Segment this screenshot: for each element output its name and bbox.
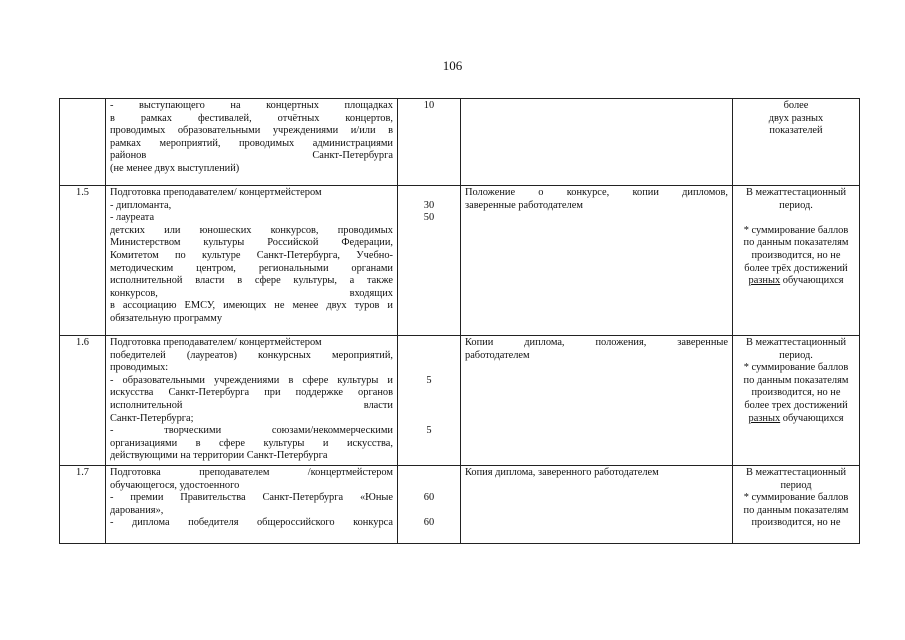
criterion-line: - диплома победителя общероссийского конкурса <box>110 517 393 529</box>
points-value <box>402 505 456 518</box>
confirming-documents <box>461 99 733 186</box>
note-cell <box>733 186 860 336</box>
row-number: 1.5 <box>60 186 106 336</box>
criterion-line: организациями в сфере культуры и искусства, <box>110 437 393 449</box>
criterion-line: Подготовка преподавателем/ концертмейстером <box>110 337 322 348</box>
criterion-line: Санкт-Петербурга; <box>110 412 194 424</box>
criterion-line: (не менее двух выступлений) <box>110 162 240 174</box>
criterion-line: в рамках фестивалей, отчётных концертов, <box>110 112 393 124</box>
points-cell <box>398 186 461 336</box>
points-value <box>402 337 456 350</box>
document-line: Копия диплома, заверенного работодателем <box>465 467 659 478</box>
points-value <box>402 438 456 451</box>
note-text: В межаттестационный период * суммирование баллов по данным показателям производится, но не <box>743 467 849 529</box>
note-text-end: обучающихся <box>780 275 844 287</box>
points-value <box>402 450 456 463</box>
note-text: более двух разных показателей <box>768 100 824 137</box>
points-value <box>402 362 456 375</box>
criterion-line: исполнительной власти в сфере культуры, а также <box>110 275 393 287</box>
points-value: 60 <box>423 517 435 529</box>
criterion-line: дарования», <box>110 504 164 516</box>
criterion-line: Подготовка преподавателем /концертмейстером <box>110 467 393 478</box>
note-underlined-word: разных <box>748 412 781 424</box>
points-value: 50 <box>423 212 435 224</box>
note-text-end: обучающихся <box>780 412 844 424</box>
criterion-text <box>106 99 398 186</box>
points-cell <box>398 99 461 186</box>
points-value <box>402 275 456 288</box>
row-number <box>60 99 106 186</box>
points-value: 5 <box>426 374 432 386</box>
points-value: 5 <box>426 425 432 437</box>
criterion-line: проводимых образовательными учреждениями и/или в <box>110 125 393 137</box>
criterion-line: методическим центром, региональными органами <box>110 262 393 274</box>
note-underlined-word: разных <box>748 275 781 287</box>
confirming-documents <box>461 186 733 336</box>
points-value: 30 <box>423 199 435 211</box>
note-text: В межаттестационный период. * суммирование баллов по данным показателям производится, но не более трех достижений <box>743 337 849 411</box>
criterion-line: Подготовка преподавателем/ концертмейстером <box>110 187 322 198</box>
row-number: 1.6 <box>60 336 106 466</box>
criterion-line: Министерством культуры Российской Федерации, <box>110 237 393 249</box>
criterion-line: проводимых: <box>110 362 169 374</box>
points-value <box>402 125 456 138</box>
criterion-line: - дипломанта, <box>110 199 172 211</box>
points-value <box>402 313 456 326</box>
criterion-line: рамках мероприятий, проводимых администрациями <box>110 137 393 149</box>
points-value: 60 <box>423 492 435 504</box>
note-cell <box>733 336 860 466</box>
criterion-line: детских или юношеских конкурсов, проводимых <box>110 224 393 236</box>
criterion-line: конкурсов, входящих <box>110 287 393 299</box>
points-value <box>402 237 456 250</box>
table-row <box>60 466 860 544</box>
document-line: Положение о конкурсе, копии дипломов, <box>465 187 728 198</box>
table-row <box>60 99 860 186</box>
points-value <box>402 413 456 426</box>
document-line: работодателем <box>465 349 530 361</box>
table-row <box>60 336 860 466</box>
table-row <box>60 186 860 336</box>
criterion-line: в ассоциацию ЕМСУ, имеющих не менее двух туров и <box>110 300 393 312</box>
criterion-line: Комитетом по культуре Санкт-Петербурга, Учебно- <box>110 249 393 261</box>
criterion-line: - образовательными учреждениями в сфере культуры и <box>110 374 393 386</box>
note-text: В межаттестационный период. * суммирование баллов по данным показателям производится, но не более трёх достижений <box>743 187 849 274</box>
points-value: 10 <box>423 100 435 111</box>
note-cell <box>733 466 860 544</box>
points-value <box>402 163 456 176</box>
row-number: 1.7 <box>60 466 106 544</box>
points-value <box>402 150 456 163</box>
points-value <box>402 387 456 400</box>
criterion-line: районов Санкт-Петербурга <box>110 150 393 162</box>
points-value <box>402 263 456 276</box>
points-value <box>402 400 456 413</box>
points-value <box>402 480 456 493</box>
points-value <box>402 250 456 263</box>
note-cell <box>733 99 860 186</box>
points-value <box>402 187 456 200</box>
criterion-line: исполнительной власти <box>110 399 393 411</box>
criterion-line: - творческими союзами/некоммерческими <box>110 425 393 437</box>
criterion-line: - выступающего на концертных площадках <box>110 100 393 111</box>
points-value <box>402 300 456 313</box>
document-line: заверенные работодателем <box>465 199 583 211</box>
criterion-line: обязательную программу <box>110 312 223 324</box>
points-value <box>402 467 456 480</box>
criterion-text <box>106 186 398 336</box>
criterion-line: - лауреата <box>110 212 155 224</box>
points-value <box>402 138 456 151</box>
criterion-line: действующими на территории Санкт-Петербурга <box>110 450 328 462</box>
document-line: Копии диплома, положения, заверенные <box>465 337 728 348</box>
criterion-text <box>106 466 398 544</box>
points-value <box>402 288 456 301</box>
confirming-documents <box>461 336 733 466</box>
criterion-line: искусства Санкт-Петербурга при поддержке органов <box>110 387 393 399</box>
page-number: 106 <box>442 58 463 73</box>
criterion-line: обучающегося, удостоенного <box>110 479 240 491</box>
points-value <box>402 350 456 363</box>
criteria-table <box>59 98 860 544</box>
criterion-line: - премии Правительства Санкт-Петербурга «Юные <box>110 492 393 504</box>
criterion-line: победителей (лауреатов) конкурсных мероприятий, <box>110 349 393 361</box>
criterion-text <box>106 336 398 466</box>
points-value <box>402 113 456 126</box>
points-value <box>402 225 456 238</box>
points-cell <box>398 336 461 466</box>
confirming-documents <box>461 466 733 544</box>
points-cell <box>398 466 461 544</box>
